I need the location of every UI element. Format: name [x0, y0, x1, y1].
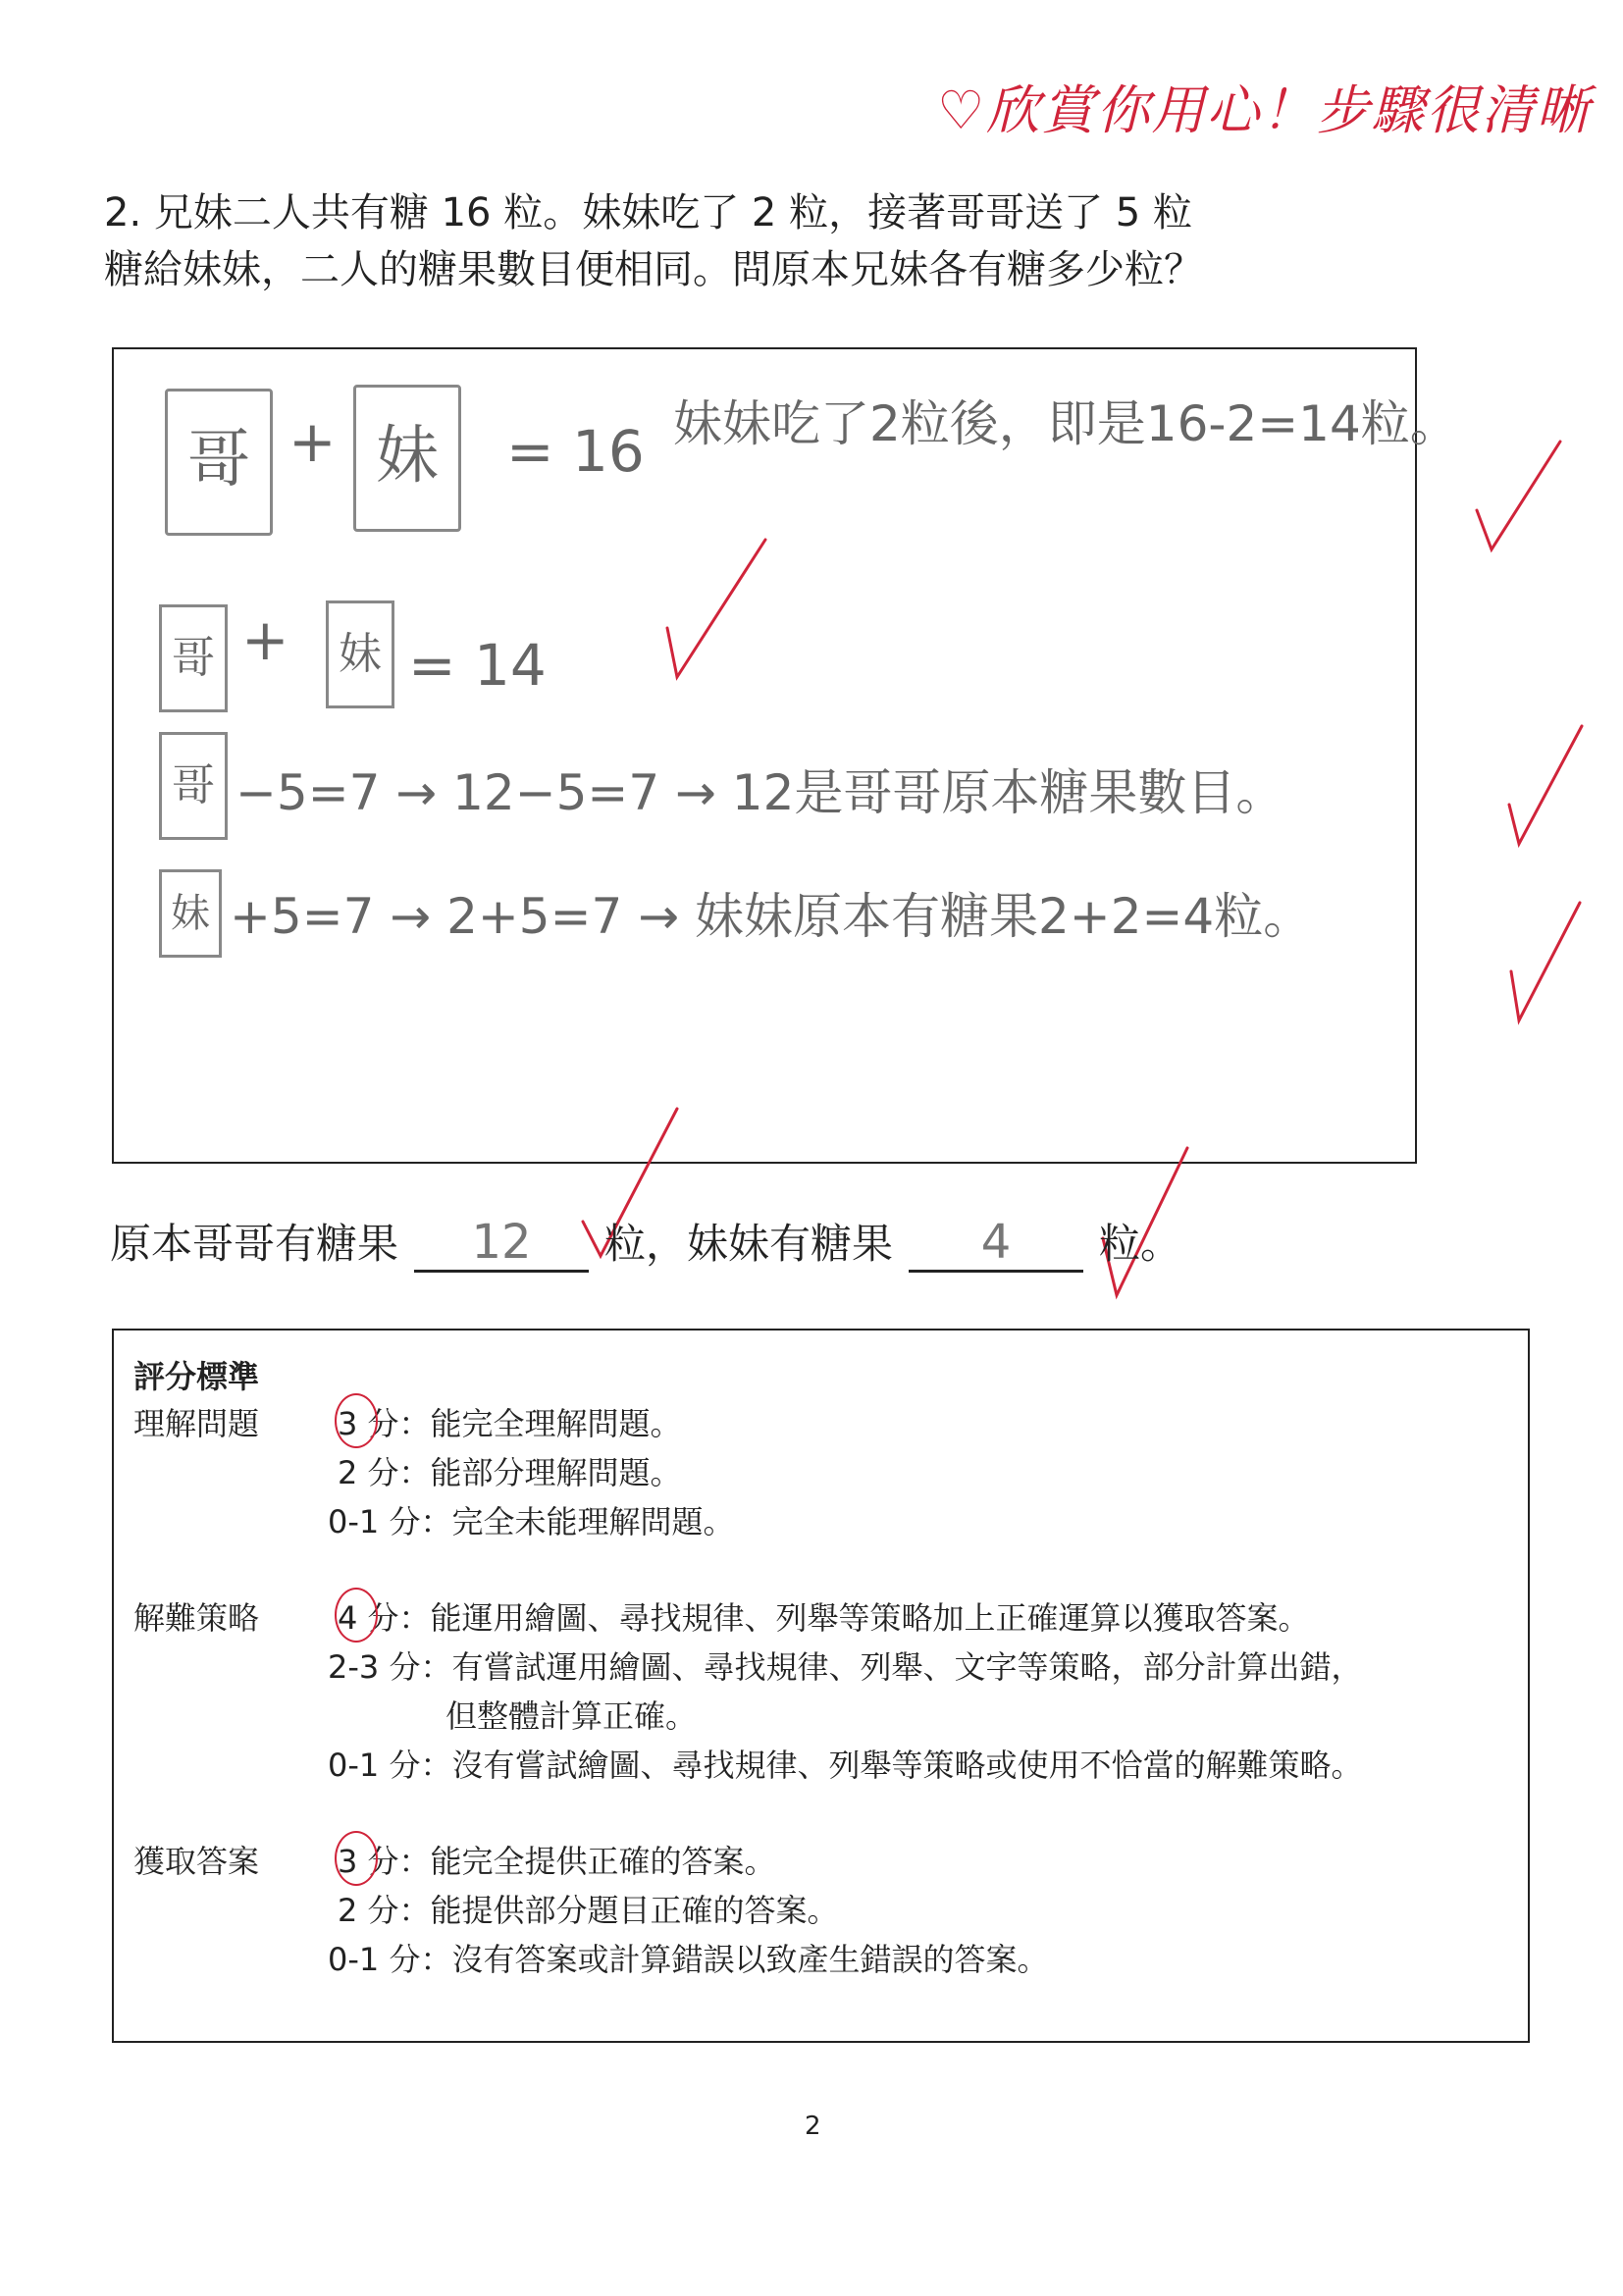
box-gege: 哥 — [165, 389, 273, 536]
rubric-line: 0-1 分：完全未能理解問題。 — [328, 1503, 735, 1540]
rubric-line: 但整體計算正確。 — [445, 1697, 698, 1735]
teacher-comment: ♡欣賞你用心！步驟很清晰 — [937, 79, 1592, 141]
question-line-1: 2. 兄妹二人共有糖 16 粒。妹妹吃了 2 粒，接著哥哥送了 5 粒 — [104, 190, 1192, 235]
rubric-line: 0-1 分：沒有答案或計算錯誤以致產生錯誤的答案。 — [328, 1941, 1049, 1978]
rubric-line: 2-3 分：有嘗試運用繪圖、尋找規律、列舉、文字等策略，部分計算出錯， — [328, 1648, 1363, 1686]
rubric-line: 3 分：能完全理解問題。 — [338, 1405, 682, 1442]
equation-1: = 16 — [506, 418, 645, 485]
answer-gege-field[interactable]: 12 — [414, 1215, 589, 1273]
rubric-line: 2 分：能部分理解問題。 — [338, 1454, 682, 1491]
rubric-box — [112, 1329, 1530, 2043]
score-circle-icon — [335, 1588, 378, 1643]
box-gege-3: 哥 — [159, 732, 228, 840]
box-meimei-2: 妹 — [326, 600, 394, 708]
box-meimei: 妹 — [353, 385, 461, 532]
rubric-category-answer: 獲取答案 — [133, 1843, 260, 1880]
tick-icon — [1511, 903, 1580, 1020]
plus-sign-2: + — [241, 606, 289, 673]
answer-middle: 粒，妹妹有糖果 — [604, 1220, 894, 1268]
equation-3: −5=7 → 12−5=7 → 12是哥哥原本糖果數目。 — [236, 764, 1285, 821]
score-circle-icon — [335, 1831, 378, 1886]
box-meimei-4: 妹 — [159, 869, 222, 958]
rubric-line: 4 分：能運用繪圖、尋找規律、列舉等策略加上正確運算以獲取答案。 — [338, 1599, 1310, 1637]
answer-meimei-field[interactable]: 4 — [909, 1215, 1083, 1273]
rubric-category-strategy: 解難策略 — [133, 1599, 260, 1637]
page-number: 2 — [805, 2112, 821, 2141]
equation-4: +5=7 → 2+5=7 → 妹妹原本有糖果2+2=4粒。 — [230, 888, 1313, 945]
equation-2: = 14 — [408, 632, 547, 699]
rubric-line: 0-1 分：沒有嘗試繪圖、尋找規律、列舉等策略或使用不恰當的解難策略。 — [328, 1747, 1363, 1784]
rubric-line: 3 分：能完全提供正確的答案。 — [338, 1843, 776, 1880]
answer-suffix: 粒。 — [1099, 1220, 1182, 1268]
score-circle-icon — [335, 1393, 378, 1448]
tick-icon — [667, 540, 765, 677]
plus-sign-1: + — [288, 408, 337, 475]
answer-line — [110, 1212, 1181, 1273]
equation-1-note: 妹妹吃了2粒後，即是16-2=14粒。 — [673, 395, 1459, 452]
tick-icon — [1477, 442, 1560, 549]
rubric-title: 評分標準 — [133, 1358, 260, 1395]
box-gege-2: 哥 — [159, 604, 228, 712]
question-line-2: 糖給妹妹，二人的糖果數目便相同。問原本兄妹各有糖多少粒？ — [104, 247, 1203, 292]
rubric-line: 2 分：能提供部分題目正確的答案。 — [338, 1892, 839, 1929]
tick-icon — [1509, 726, 1582, 844]
answer-prefix: 原本哥哥有糖果 — [110, 1220, 399, 1268]
rubric-category-understanding: 理解問題 — [133, 1405, 260, 1442]
